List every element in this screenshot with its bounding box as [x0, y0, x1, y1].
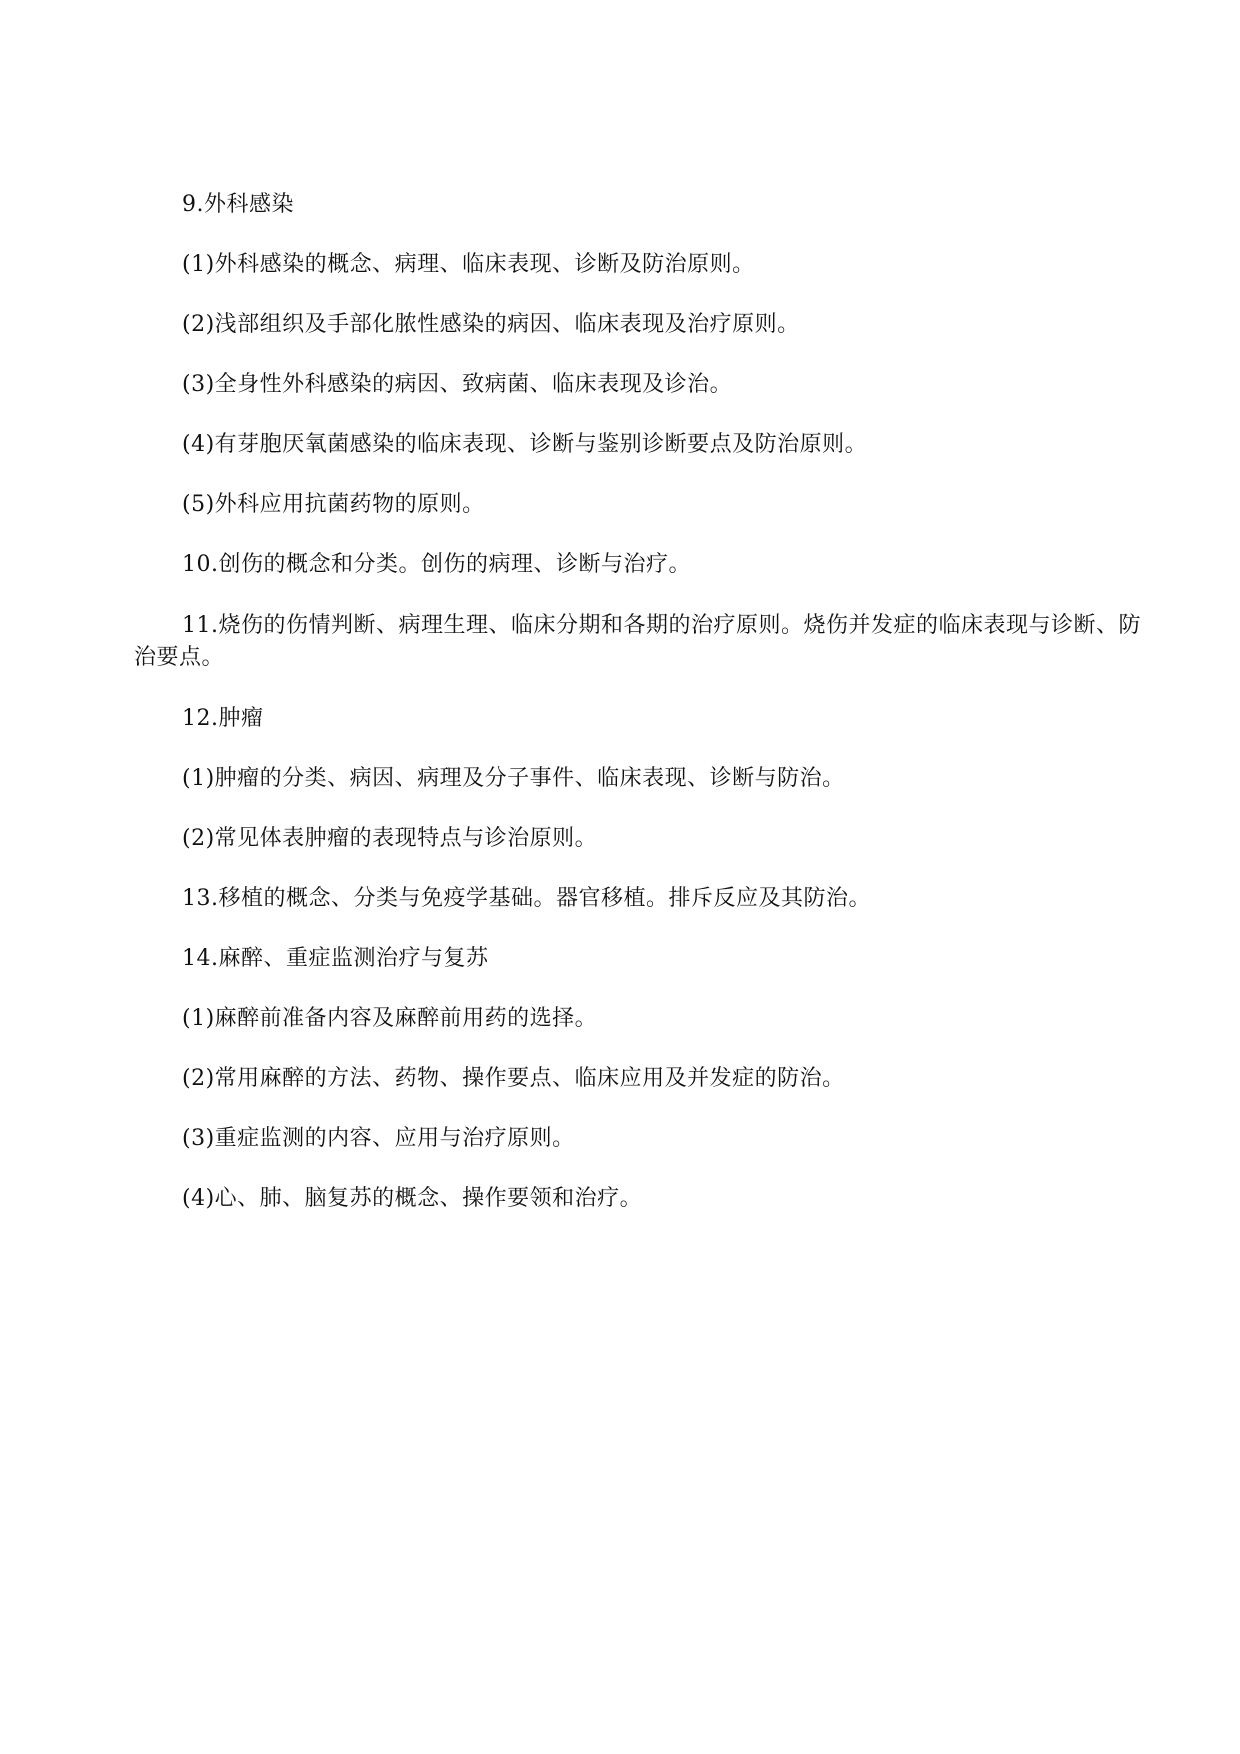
list-item: (1)外科感染的概念、病理、临床表现、诊断及防治原则。: [182, 252, 755, 277]
list-item: (2)常用麻醉的方法、药物、操作要点、临床应用及并发症的防治。: [182, 1066, 845, 1091]
list-item: (5)外科应用抗菌药物的原则。: [182, 492, 485, 517]
list-item: (2)浅部组织及手部化脓性感染的病因、临床表现及治疗原则。: [182, 312, 800, 337]
section-heading-burns: 11.烧伤的伤情判断、病理生理、临床分期和各期的治疗原则。烧伤并发症的临床表现与诊断、防治要点。: [134, 613, 1141, 670]
list-item: (4)心、肺、脑复苏的概念、操作要领和治疗。: [182, 1186, 643, 1211]
section-heading-anesthesia: 14.麻醉、重症监测治疗与复苏: [182, 946, 489, 971]
list-item: (1)肿瘤的分类、病因、病理及分子事件、临床表现、诊断与防治。: [182, 766, 845, 791]
section-heading-transplant: 13.移植的概念、分类与免疫学基础。器官移植。排斥反应及其防治。: [182, 886, 871, 911]
section-heading-tumor: 12.肿瘤: [182, 706, 264, 731]
list-item: (4)有芽胞厌氧菌感染的临床表现、诊断与鉴别诊断要点及防治原则。: [182, 432, 868, 457]
section-heading-trauma: 10.创伤的概念和分类。创伤的病理、诊断与治疗。: [182, 552, 691, 577]
list-item: (2)常见体表肿瘤的表现特点与诊治原则。: [182, 826, 598, 851]
section-heading-surgical-infection: 9.外科感染: [182, 192, 294, 217]
list-item: (3)重症监测的内容、应用与治疗原则。: [182, 1126, 575, 1151]
document-body: [134, 190, 1144, 1244]
list-item: (3)全身性外科感染的病因、致病菌、临床表现及诊治。: [182, 372, 733, 397]
list-item: (1)麻醉前准备内容及麻醉前用药的选择。: [182, 1006, 598, 1031]
